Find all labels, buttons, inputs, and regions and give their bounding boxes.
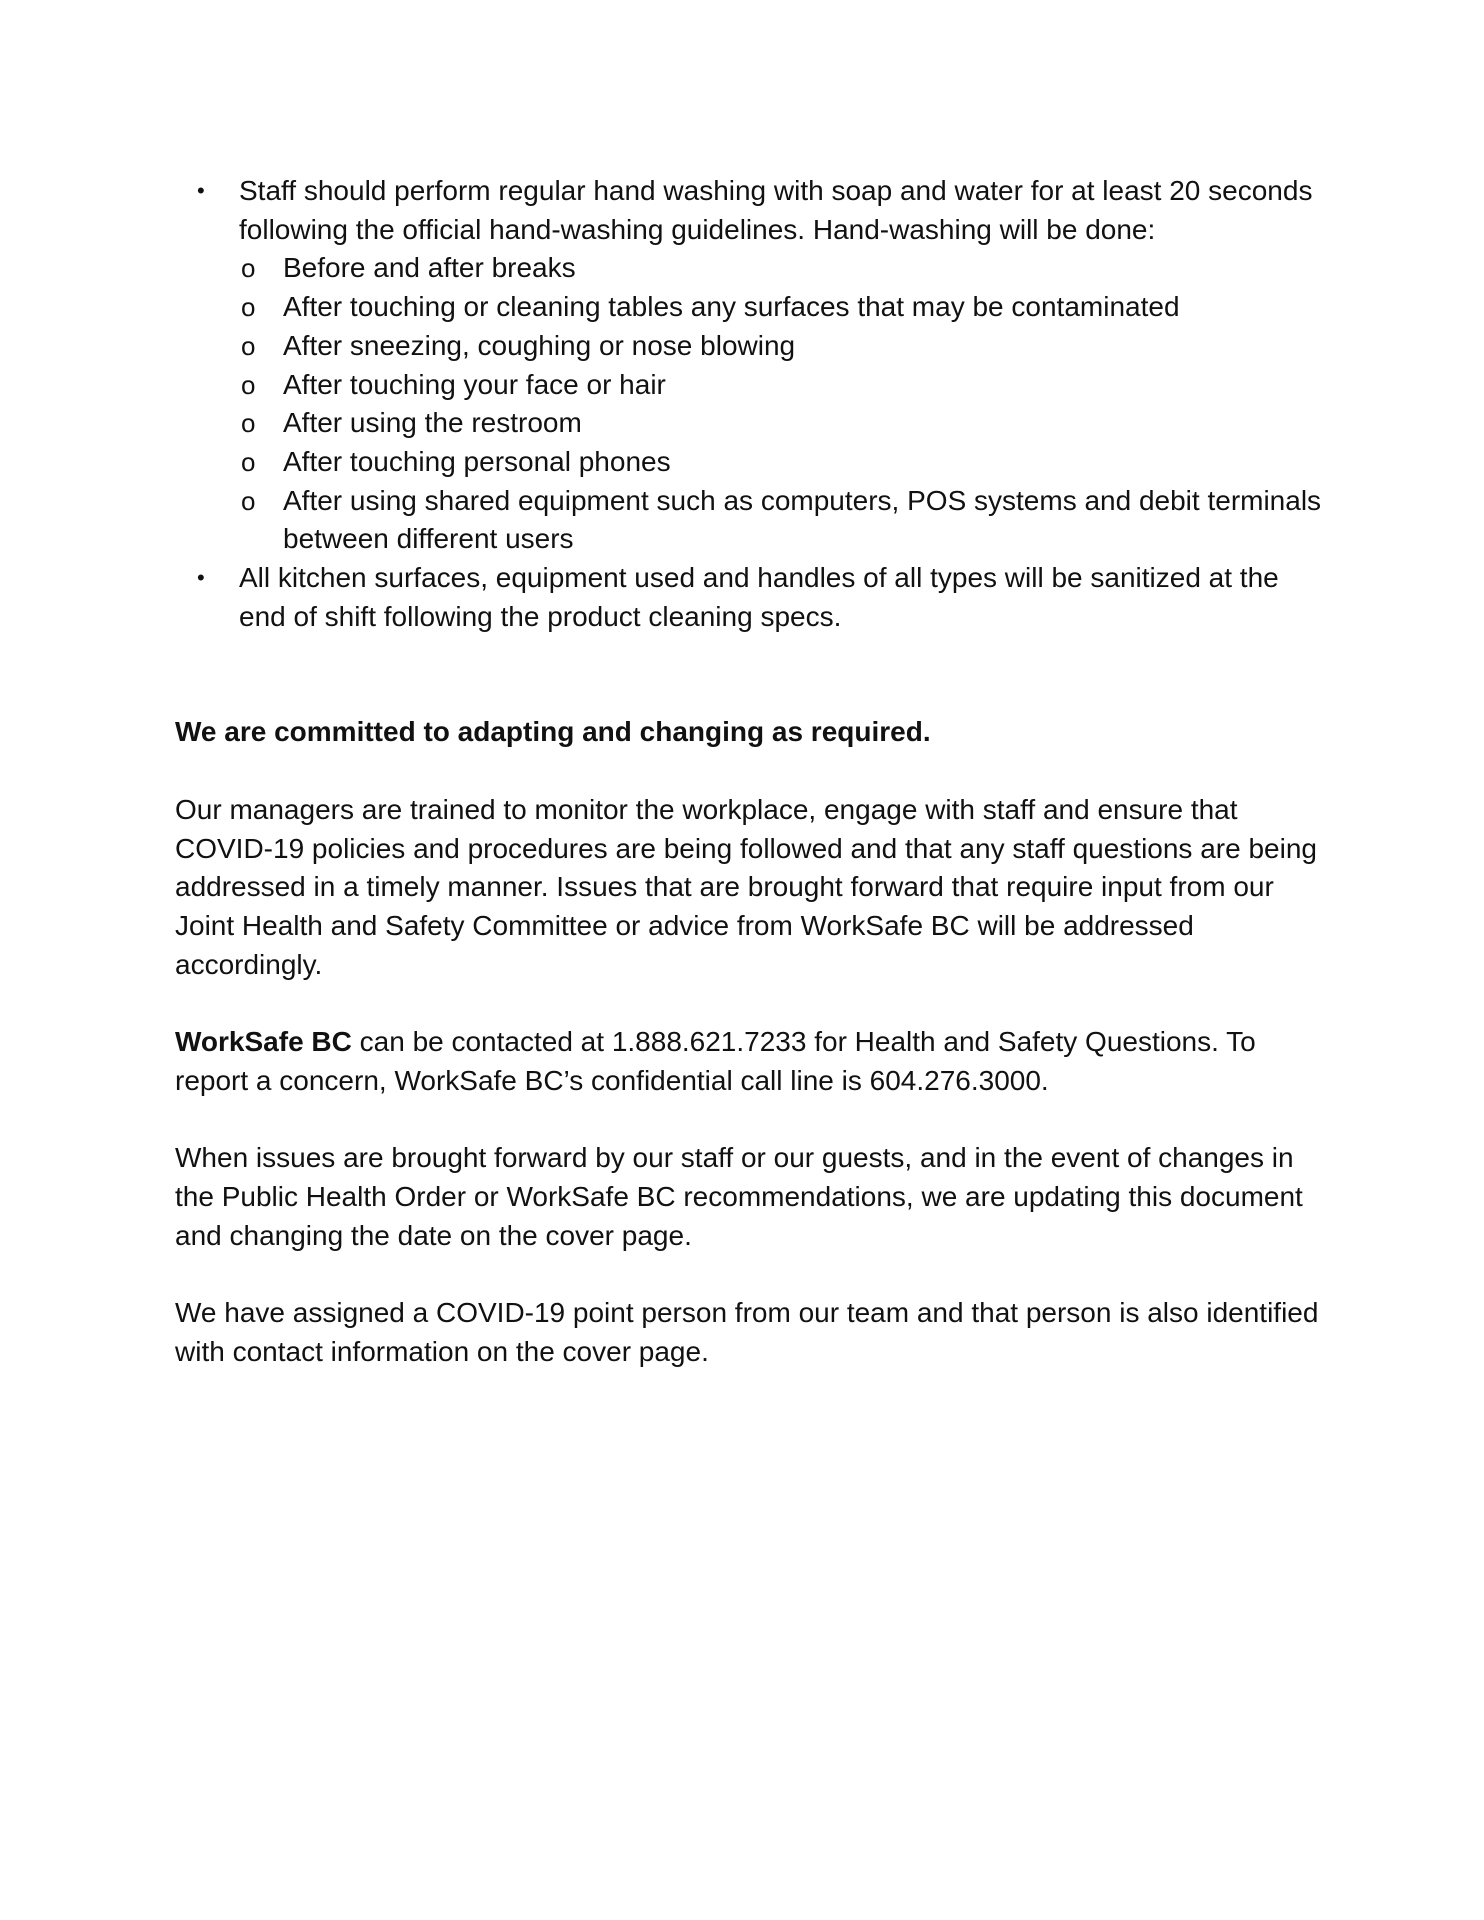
sub-item [239,482,1325,559]
spacer [175,636,1325,713]
sub-item-text: After using shared equipment such as computers, POS systems and debit terminals between different users [283,484,1322,555]
bullet-list [175,172,1325,636]
sub-list [239,249,1325,559]
sub-item [239,288,1325,327]
sub-marker: o [241,485,256,516]
paragraph-updates: When issues are brought forward by our staff or our guests, and in the event of changes in the Public Health Order or WorkSafe BC recommendations, we are updating this document and changing the date on the cover page. [175,1142,1303,1251]
sub-marker: o [241,253,256,284]
worksafe-name: WorkSafe BC [175,1026,352,1058]
sub-marker: o [241,369,256,400]
sub-item-text: After using the restroom [283,407,582,439]
sub-marker: o [241,292,256,323]
sub-item-text: After touching personal phones [283,445,671,477]
sub-item [239,443,1325,482]
sub-marker: o [241,330,256,361]
sub-marker: o [241,408,256,439]
sub-item [239,327,1325,366]
bullet-item-sanitizing [175,559,1325,636]
sub-item-text: After sneezing, coughing or nose blowing [283,329,796,361]
bullet-text: Staff should perform regular hand washing with soap and water for at least 20 seconds following the official hand-washing guidelines. Hand-washing will be done: [239,175,1313,245]
bullet-text: All kitchen surfaces, equipment used and handles of all types will be sanitized at the end of shift following the product cleaning specs. [239,562,1279,632]
sub-item [239,404,1325,443]
paragraph-worksafe [175,1023,1325,1100]
spacer [175,1100,1325,1139]
spacer [175,752,1325,791]
document-content [175,172,1325,1371]
sub-marker: o [241,446,256,477]
paragraph-point-person: We have assigned a COVID-19 point person from our team and that person is also identified with contact information on the cover page. [175,1296,1319,1367]
sub-item [239,249,1325,288]
spacer [175,1255,1325,1294]
bullet-item-handwashing [175,172,1325,559]
section-heading: We are committed to adapting and changing as required. [175,716,931,748]
sub-item-text: After touching or cleaning tables any surfaces that may be contaminated [283,291,1180,323]
spacer [175,984,1325,1023]
paragraph-managers: Our managers are trained to monitor the workplace, engage with staff and ensure that COVID-19 policies and procedures are being followed and that any staff questions are being addressed in a timely manner. Issues that are brought forward that require input from our Joint Health and Safety Committee or advice from WorkSafe BC will be addressed accordingly. [175,793,1317,980]
sub-item-text: Before and after breaks [283,252,576,284]
sub-item [239,366,1325,405]
bullet-marker: • [197,178,205,203]
worksafe-contact-text: can be contacted at 1.888.621.7233 for Health and Safety Questions. To report a concern, WorkSafe BC’s confidential call line is 604.276.3000. [175,1026,1256,1096]
bullet-marker: • [197,565,205,591]
sub-item-text: After touching your face or hair [283,368,666,400]
